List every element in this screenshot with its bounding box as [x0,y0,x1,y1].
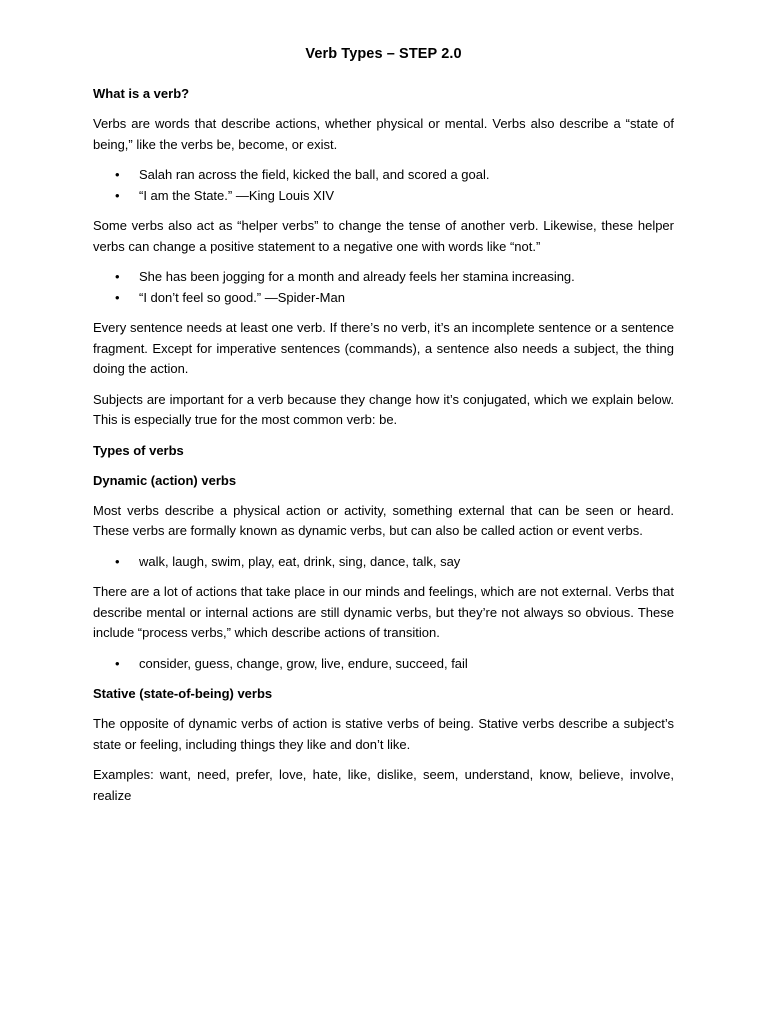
paragraph-helper-verbs: Some verbs also act as “helper verbs” to change the tense of another verb. Likewise, these helper verbs can change a positive statement to a negative one with words like “not.” [93,218,674,254]
heading-dynamic-verbs: Dynamic (action) verbs [93,472,237,488]
list-item [93,552,674,573]
list-item [93,165,674,186]
bullet-icon: • [115,167,120,182]
bullet-list-process-verbs [93,654,674,675]
list-item [93,186,674,207]
list-item-text: She has been jogging for a month and already feels her stamina increasing. [139,269,575,284]
heading-types-of-verbs: Types of verbs [93,442,184,458]
paragraph-mental-actions: There are a lot of actions that take place in our minds and feelings, which are not external. Verbs that describe mental or internal actions are still dynamic verbs, but they’re not always so obvious. These include “process verbs,” which describe actions of transition. [93,584,674,640]
bullet-icon: • [115,553,120,569]
list-item-text: Salah ran across the field, kicked the ball, and scored a goal. [139,167,490,182]
list-item-text: consider, guess, change, grow, live, endure, succeed, fail [139,655,468,671]
bullet-icon: • [115,187,120,203]
bullet-list-action-verbs [93,552,674,573]
bullet-list-examples-1 [93,165,674,206]
paragraph-verb-definition: Verbs are words that describe actions, whether physical or mental. Verbs also describe a “state of being,” like the verbs be, become, or exist. [93,116,674,152]
list-item-text: “I am the State.” —King Louis XIV [139,187,335,203]
bullet-icon: • [115,289,120,305]
paragraph-stative-verbs: The opposite of dynamic verbs of action is stative verbs of being. Stative verbs describe a subject’s state or feeling, including things they like and don’t like. [93,716,674,752]
list-item-text: “I don’t feel so good.” —Spider-Man [139,289,345,305]
list-item [93,267,674,288]
list-item-text: walk, laugh, swim, play, eat, drink, sing, dance, talk, say [139,553,461,569]
bullet-icon: • [115,269,120,284]
heading-what-is-a-verb: What is a verb? [93,86,190,101]
list-item [93,654,674,675]
heading-stative-verbs: Stative (state-of-being) verbs [93,686,273,701]
paragraph-stative-examples: Examples: want, need, prefer, love, hate, like, dislike, seem, understand, know, believe, involve, realize [93,767,674,803]
paragraph-subjects: Subjects are important for a verb because they change how it’s conjugated, which we explain below. This is especially true for the most common verb: be. [93,391,674,427]
document-body [93,44,674,816]
paragraph-sentence-needs-verb: Every sentence needs at least one verb. If there’s no verb, it’s an incomplete sentence or a sentence fragment. Except for imperative sentences (commands), a sentence also needs a subject, the thing doing the action. [93,320,674,376]
list-item [93,288,674,309]
bullet-icon: • [115,655,120,671]
paragraph-dynamic-verbs: Most verbs describe a physical action or activity, something external that can be seen or heard. These verbs are formally known as dynamic verbs, but can also be called action or event verbs. [93,502,674,538]
page-title: Verb Types – STEP 2.0 [305,46,462,62]
bullet-list-examples-2 [93,267,674,308]
